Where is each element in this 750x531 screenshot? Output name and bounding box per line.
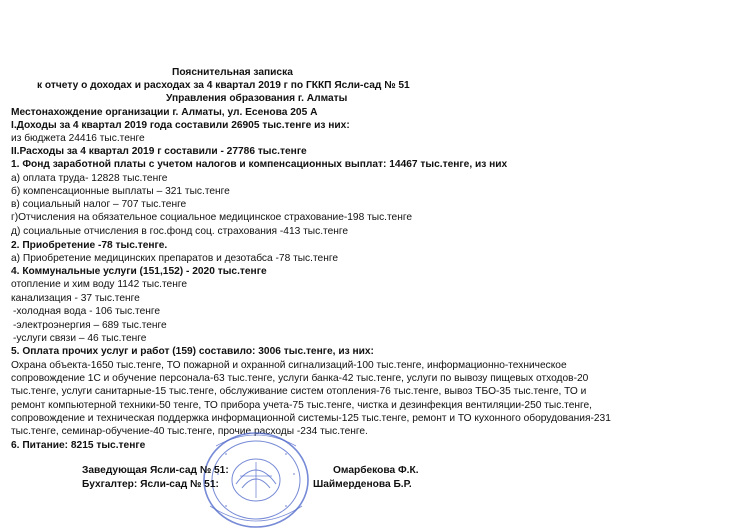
acquisition-heading: 2. Приобретение -78 тыс.тенге. [11, 240, 168, 251]
other-services-heading: 5. Оплата прочих услуг и работ (159) составило: 3006 тыс.тенге, из них: [11, 346, 374, 357]
utilities-item: -холодная вода - 106 тыс.тенге [13, 306, 161, 317]
accountant-signature-name: Шаймерденова Б.Р. [313, 479, 412, 490]
head-signature-name: Омарбекова Ф.К. [333, 465, 419, 476]
expenses-heading: II.Расходы за 4 квартал 2019 г составили - 27786 тыс.тенге [11, 146, 307, 157]
doc-subtitle-org: Управления образования г. Алматы [166, 93, 348, 104]
food-heading: 6. Питание: 8215 тыс.тенге [11, 440, 146, 451]
acquisition-item: а) Приобретение медицинских препаратов и дезотабса -78 тыс.тенге [11, 253, 338, 264]
doc-title: Пояснительная записка [172, 67, 293, 78]
other-services-line: сопровождение 1С и обучение персонала-63 тыс.тенге, услуги банка-42 тыс.тенге, услуги по вывозу пищевых отходов-20 [11, 373, 589, 384]
payroll-item: б) компенсационные выплаты – 321 тыс.тенге [11, 186, 230, 197]
other-services-line: тыс.тенге, семинар-обучение-40 тыс.тенге, прочие расходы -234 тыс.тенге. [11, 426, 368, 437]
other-services-line: тыс.тенге, услуги санитарные-15 тыс.тенге, обслуживание систем отопления-76 тыс.тенге, вывоз ТБО-35 тыс.тенге, ТО и [11, 386, 587, 397]
utilities-item: канализация - 37 тыс.тенге [11, 293, 140, 304]
utilities-item: -услуги связи – 46 тыс.тенге [13, 333, 147, 344]
doc-subtitle: к отчету о доходах и расходах за 4 квартал 2019 г по ГККП Ясли-сад № 51 [37, 80, 410, 91]
utilities-heading: 4. Коммунальные услуги (151,152) - 2020 тыс.тенге [11, 266, 267, 277]
other-services-line: Охрана объекта-1650 тыс.тенге, ТО пожарной и охранной сигнализаций-100 тыс.тенге, информационно-техническое [11, 360, 567, 371]
utilities-item: отопление и хим воду 1142 тыс.тенге [11, 279, 187, 290]
utilities-item: -электроэнергия – 689 тыс.тенге [13, 320, 167, 331]
payroll-item: д) социальные отчисления в гос.фонд соц. страхования -413 тыс.тенге [11, 226, 349, 237]
income-heading: I.Доходы за 4 квартал 2019 года составили 26905 тыс.тенге из них: [11, 120, 350, 131]
payroll-item: в) социальный налог – 707 тыс.тенге [11, 199, 187, 210]
payroll-heading: 1. Фонд заработной платы с учетом налогов и компенсационных выплат: 14467 тыс.тенге, из них [11, 159, 508, 170]
payroll-item: г)Отчисления на обязательное социальное медицинское страхование-198 тыс.тенге [11, 212, 412, 223]
location-line: Местонахождение организации г. Алматы, ул. Есенова 205 А [11, 107, 318, 118]
income-budget: из бюджета 24416 тыс.тенге [11, 133, 145, 144]
head-signature-title: Заведующая Ясли-сад № 51: [82, 465, 229, 476]
other-services-line: ремонт компьютерной техники-50 тенге, ТО прибора учета-75 тыс.тенге, чистка и дезинфекция вентиляции-250 тыс.тенге, [11, 400, 592, 411]
accountant-signature-title: Бухгалтер: Ясли-сад № 51: [82, 479, 219, 490]
payroll-item: а) оплата труда- 12828 тыс.тенге [11, 173, 168, 184]
other-services-line: сопровождение и техническая поддержка информационной системы-125 тыс.тенге, ремонт и ТО кухонного оборудования-231 [11, 413, 611, 424]
